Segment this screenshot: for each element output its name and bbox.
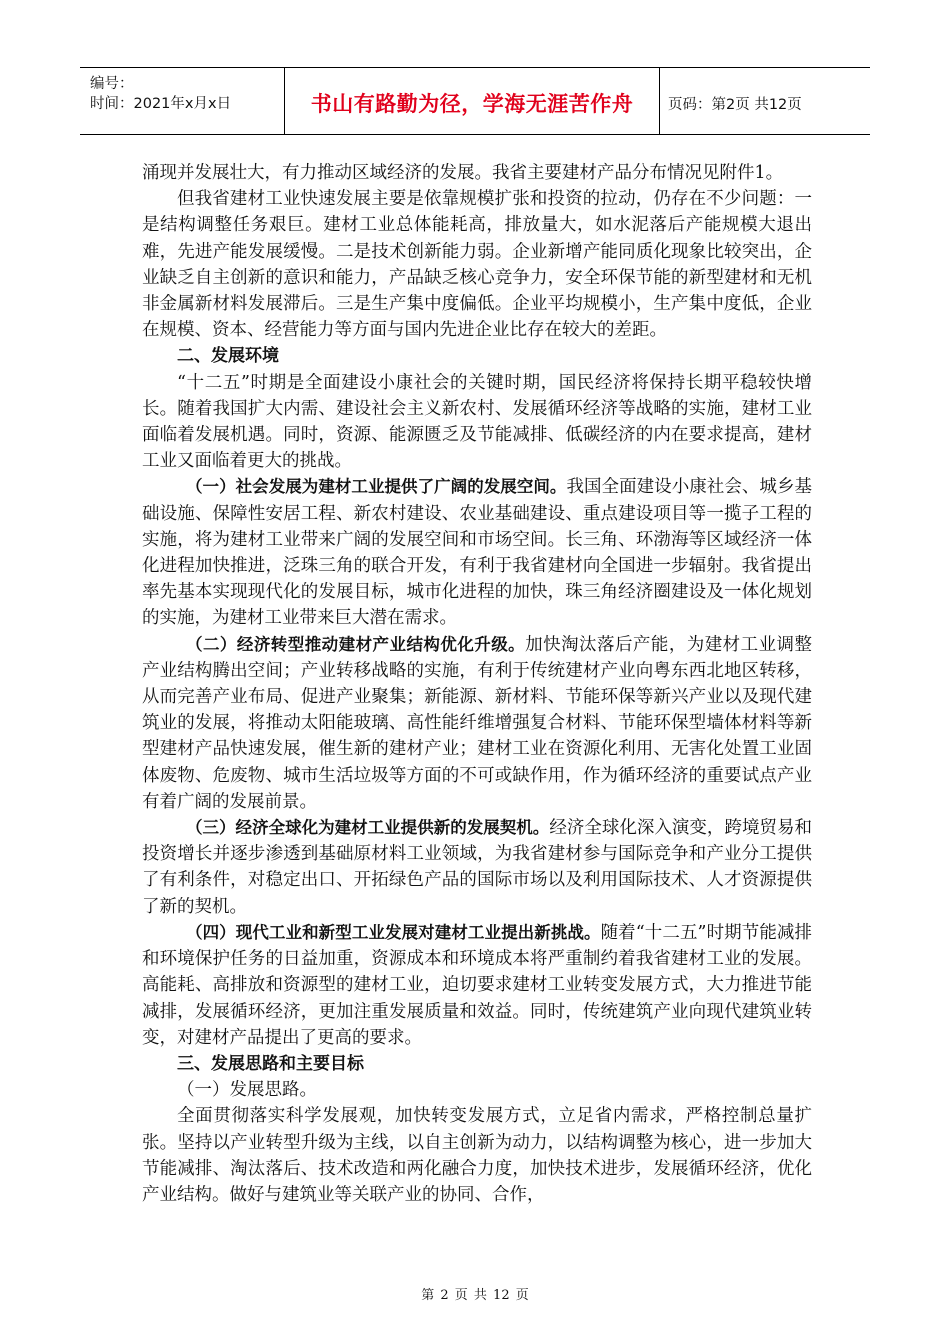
paragraph: “十二五”时期是全面建设小康社会的关键时期，国民经济将保持长期平稳较快增长。随着我国扩大内需、建设社会主义新农村、发展循环经济等战略的实施，建材工业面临着发展机遇。同时，资源、能源匮乏及节能减排、低碳经济的内在要求提高，建材工业又面临着更大的挑战。 [142, 372, 812, 472]
subsection-title: （一）发展思路。 [177, 1080, 317, 1101]
doc-time-label: 时间：2021年x月x日 [90, 96, 232, 112]
page-header [80, 67, 870, 135]
subsection-paragraph [142, 815, 812, 920]
subsection-text: 经济全球化深入演变，跨境贸易和投资增长并逐步渗透到基础原材料工业领域，为我省建材参与国际竞争和产业分工提供了有利条件，对稳定出口、开拓绿色产品的国际市场以及利用国际技术、人才资源提供了新的契机。 [142, 818, 813, 917]
subsection-text: 随着“十二五”时期节能减排和环境保护任务的日益加重，资源成本和环境成本将严重制约着我省建材工业的发展。高能耗、高排放和资源型的建材工业，迫切要求建材工业转变发展方式，大力推进节能减排，发展循环经济，更加注重发展质量和效益。同时，传统建筑产业向现代建筑业转变，对建材产品提出了更高的要求。 [142, 922, 812, 1048]
subsection-title: （四）现代工业和新型工业发展对建材工业提出新挑战。 [186, 922, 601, 942]
section-heading: 二、发展环境 [177, 346, 279, 367]
section-heading: 三、发展思路和主要目标 [177, 1053, 364, 1074]
header-motto-cell [285, 68, 660, 134]
page-footer: 第 2 页 共 12 页 [421, 1288, 529, 1303]
paragraph: 全面贯彻落实科学发展观，加快转变发展方式，立足省内需求，严格控制总量扩张。坚持以产业转型升级为主线，以自主创新为动力，以结构调整为核心，进一步加大节能减排、淘汰落后、技术改造和两化融合力度，加快技术进步，发展循环经济，优化产业结构。做好与建筑业等关联产业的协同、合作， [142, 1106, 812, 1205]
subsection-text: 我国全面建设小康社会、城乡基础设施、保障性安居工程、新农村建设、农业基础建设、重点建设项目等一揽子工程的实施，将为建材工业带来广阔的发展空间和市场空间。长三角、环渤海等区域经济一体化进程加快推进，泛珠三角的联合开发，有利于我省建材向全国进一步辐射。我省提出率先基本实现现代化的发展目标，城市化进程的加快，珠三角经济圈建设及一体化规划的实施，为建材工业带来巨大潜在需求。 [142, 477, 813, 629]
paragraph: 涌现并发展壮大，有力推动区域经济的发展。我省主要建材产品分布情况见附件1。 [142, 163, 784, 183]
subsection-title: （二）经济转型推动建材产业结构优化升级。 [186, 634, 526, 654]
subsection-paragraph [142, 920, 812, 1051]
header-meta [80, 68, 285, 134]
document-body [142, 160, 812, 1208]
subsection-title: （一）社会发展为建材工业提供了广阔的发展空间。 [186, 477, 567, 497]
subsection-title: （三）经济全球化为建材工业提供新的发展契机。 [186, 818, 550, 838]
subsection-paragraph [142, 632, 812, 815]
subsection-text: 加快淘汰落后产能，为建材工业调整产业结构腾出空间；产业转移战略的实施，有利于传统建材产业向粤东西北地区转移，从而完善产业布局、促进产业聚集；新能源、新材料、节能环保等新兴产业以及现代建筑业的发展，将推动太阳能玻璃、高性能纤维增强复合材料、节能环保型墙体材料等新型建材产品快速发展，催生新的建材产业；建材工业在资源化利用、无害化处置工业固体废物、危废物、城市生活垃圾等方面的不可或缺作用，作为循环经济的重要试点产业有着广阔的发展前景。 [142, 634, 813, 812]
doc-number-label: 编号： [90, 76, 134, 92]
header-page-info-cell [660, 68, 870, 134]
paragraph: 但我省建材工业快速发展主要是依靠规模扩张和投资的拉动，仍存在不少问题：一是结构调整任务艰巨。建材工业总体能耗高，排放量大，如水泥落后产能规模大退出难，先进产能发展缓慢。二是技术创新能力弱。企业新增产能同质化现象比较突出，企业缺乏自主创新的意识和能力，产品缺乏核心竞争力，安全环保节能的新型建材和无机非金属新材料发展滞后。三是生产集中度偏低。企业平均规模小，生产集中度低，企业在规模、资本、经营能力等方面与国内先进企业比存在较大的差距。 [142, 189, 812, 341]
header-motto: 书山有路勤为径，学海无涯苦作舟 [310, 92, 634, 116]
subsection-paragraph [142, 474, 812, 631]
subsection-heading [142, 1077, 812, 1103]
header-page-info: 页码：第2页 共12页 [668, 96, 802, 113]
